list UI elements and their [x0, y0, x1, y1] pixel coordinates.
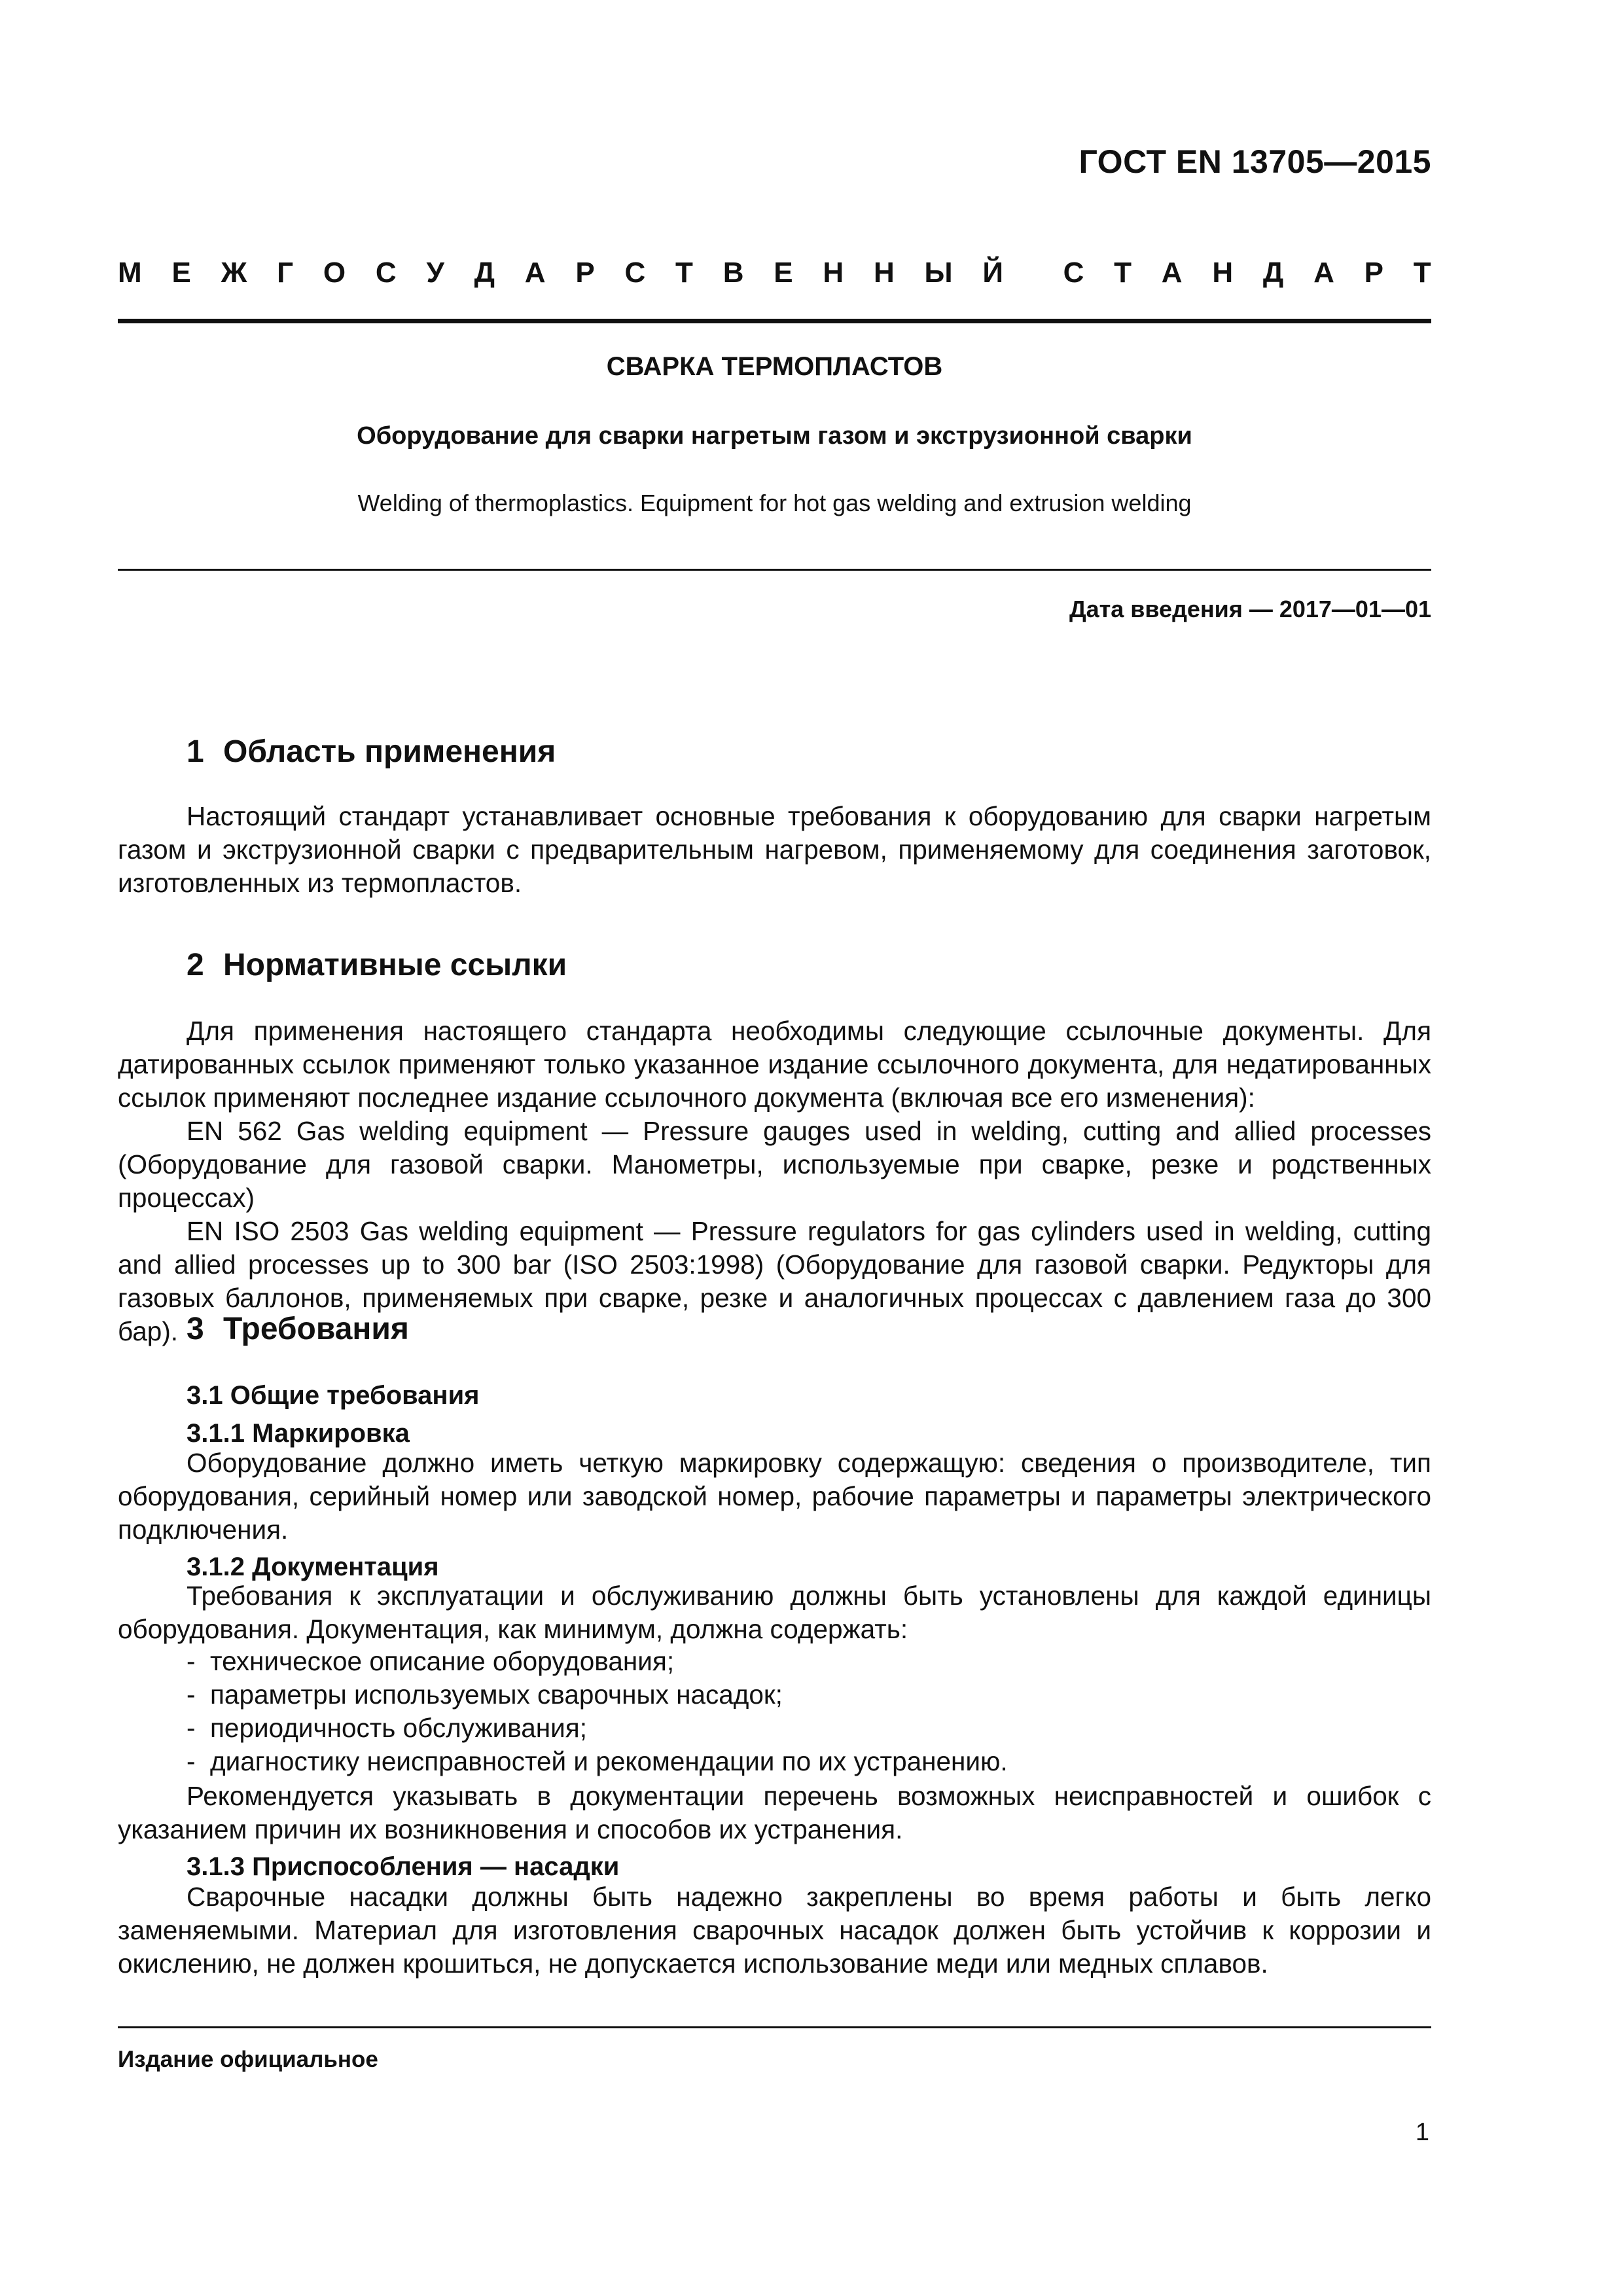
subsection-body	[118, 1579, 1431, 1646]
banner-letter: С	[624, 257, 646, 289]
paragraph: Настоящий стандарт устанавливает основные требования к оборудованию для сварки нагретым газом и экструзионной сварки с предварительным нагревом, применяемому для соединения заготовок, изготовленных из термопластов.	[118, 801, 1431, 898]
subsection-body	[118, 1880, 1431, 1981]
banner-letter: Н	[873, 257, 895, 289]
subsection-heading: 3.1 Общие требования	[187, 1381, 480, 1410]
subsection-heading: 3.1.1 Маркировка	[187, 1419, 410, 1448]
banner-letter: Н	[823, 257, 844, 289]
banner-letter: Т	[1413, 257, 1431, 289]
paragraph: Рекомендуется указывать в документации перечень возможных неисправностей и ошибок с указанием причин их возникновения и способов их устранения.	[118, 1781, 1431, 1844]
page-number: 1	[1415, 2119, 1429, 2146]
banner-letter: О	[323, 257, 346, 289]
banner-letter: Й	[982, 257, 1003, 289]
footer-rule	[118, 2026, 1431, 2028]
banner-letter: А	[1161, 257, 1183, 289]
subsection-heading: 3.1.3 Приспособления — насадки	[187, 1852, 620, 1881]
section-number: 1	[187, 734, 204, 769]
banner-letter: Н	[1212, 257, 1234, 289]
list-item: - диагностику неисправностей и рекомендации по их устранению.	[187, 1746, 1008, 1776]
banner-letter: А	[1313, 257, 1334, 289]
banner-letter: Р	[1364, 257, 1383, 289]
subsection-body	[118, 1780, 1431, 1846]
banner-letter: М	[118, 257, 142, 289]
introduction-date: Дата введения — 2017—01—01	[1069, 596, 1431, 622]
section-number: 3	[187, 1312, 204, 1346]
banner-letter: А	[524, 257, 546, 289]
title-rule	[118, 569, 1431, 571]
banner-letter: В	[722, 257, 744, 289]
banner-letter: С	[375, 257, 397, 289]
document-title: СВАРКА ТЕРМОПЛАСТОВ	[606, 352, 943, 381]
document-title-english: Welding of thermoplastics. Equipment for hot gas welding and extrusion welding	[357, 490, 1192, 516]
section-number: 2	[187, 948, 204, 982]
banner-letter: Ж	[221, 257, 247, 289]
banner-letter: С	[1063, 257, 1084, 289]
banner-letter: Г	[277, 257, 294, 289]
section-heading	[187, 947, 567, 983]
subsection-body	[118, 1446, 1431, 1547]
banner-letter: У	[426, 257, 444, 289]
paragraph: Требования к эксплуатации и обслуживанию должны быть установлены для каждой единицы оборудования. Документация, как минимум, должна содержать:	[118, 1581, 1431, 1644]
banner-letter: Д	[474, 257, 495, 289]
list-item: - параметры используемых сварочных насадок;	[187, 1679, 783, 1710]
banner-letter: Ы	[924, 257, 953, 289]
section-heading	[187, 1311, 409, 1347]
document-subtitle: Оборудование для сварки нагретым газом и экструзионной сварки	[357, 422, 1192, 450]
list-item: - техническое описание оборудования;	[187, 1646, 675, 1676]
official-edition-label: Издание официальное	[118, 2047, 378, 2072]
section-body	[118, 1014, 1431, 1348]
section-title: Нормативные ссылки	[223, 948, 567, 982]
paragraph: Для применения настоящего стандарта необходимы следующие ссылочные документы. Для датированных ссылок применяют только указанное издание ссылочного документа, для недатированных ссылок применяют последнее издание ссылочного документа (включая все его изменения):	[118, 1016, 1431, 1113]
banner-letter: Е	[171, 257, 191, 289]
banner-letter: Е	[774, 257, 793, 289]
paragraph: Сварочные насадки должны быть надежно закреплены во время работы и быть легко заменяемыми. Материал для изготовления сварочных насадок должен быть устойчив к коррозии и окислению, не должен крошиться, не допускается использование меди или медных сплавов.	[118, 1882, 1431, 1979]
banner-letter: Т	[675, 257, 693, 289]
reference-item: EN 562 Gas welding equipment — Pressure gauges used in welding, cutting and allied processes (Оборудование для газовой сварки. Манометры, используемые при сварке, резке и родственных процессах)	[118, 1116, 1431, 1213]
header-rule	[118, 319, 1431, 323]
document-code: ГОСТ EN 13705—2015	[1079, 143, 1431, 180]
section-heading	[187, 734, 556, 770]
paragraph: Оборудование должно иметь четкую маркировку содержащую: сведения о производителе, тип оборудования, серийный номер или заводской номер, рабочие параметры и параметры электрического подключения.	[118, 1448, 1431, 1545]
subsection-heading: 3.1.2 Документация	[187, 1552, 439, 1581]
standard-banner	[118, 257, 1431, 289]
section-title: Требования	[223, 1312, 409, 1346]
reference-item: EN ISO 2503 Gas welding equipment — Pressure regulators for gas cylinders used in welding, cutting and allied processes up to 300 bar (ISO 2503:1998) (Оборудование для газовой сварки. Редукторы для газовых баллонов, применяемых при сварке, резке и аналогичных процессах с давлением газа до 300 бар).	[118, 1216, 1431, 1346]
section-title: Область применения	[223, 734, 556, 769]
banner-letter: Р	[575, 257, 595, 289]
section-body	[118, 800, 1431, 900]
list-item: - периодичность обслуживания;	[187, 1713, 587, 1743]
banner-letter: Т	[1114, 257, 1132, 289]
banner-letter: Д	[1262, 257, 1284, 289]
